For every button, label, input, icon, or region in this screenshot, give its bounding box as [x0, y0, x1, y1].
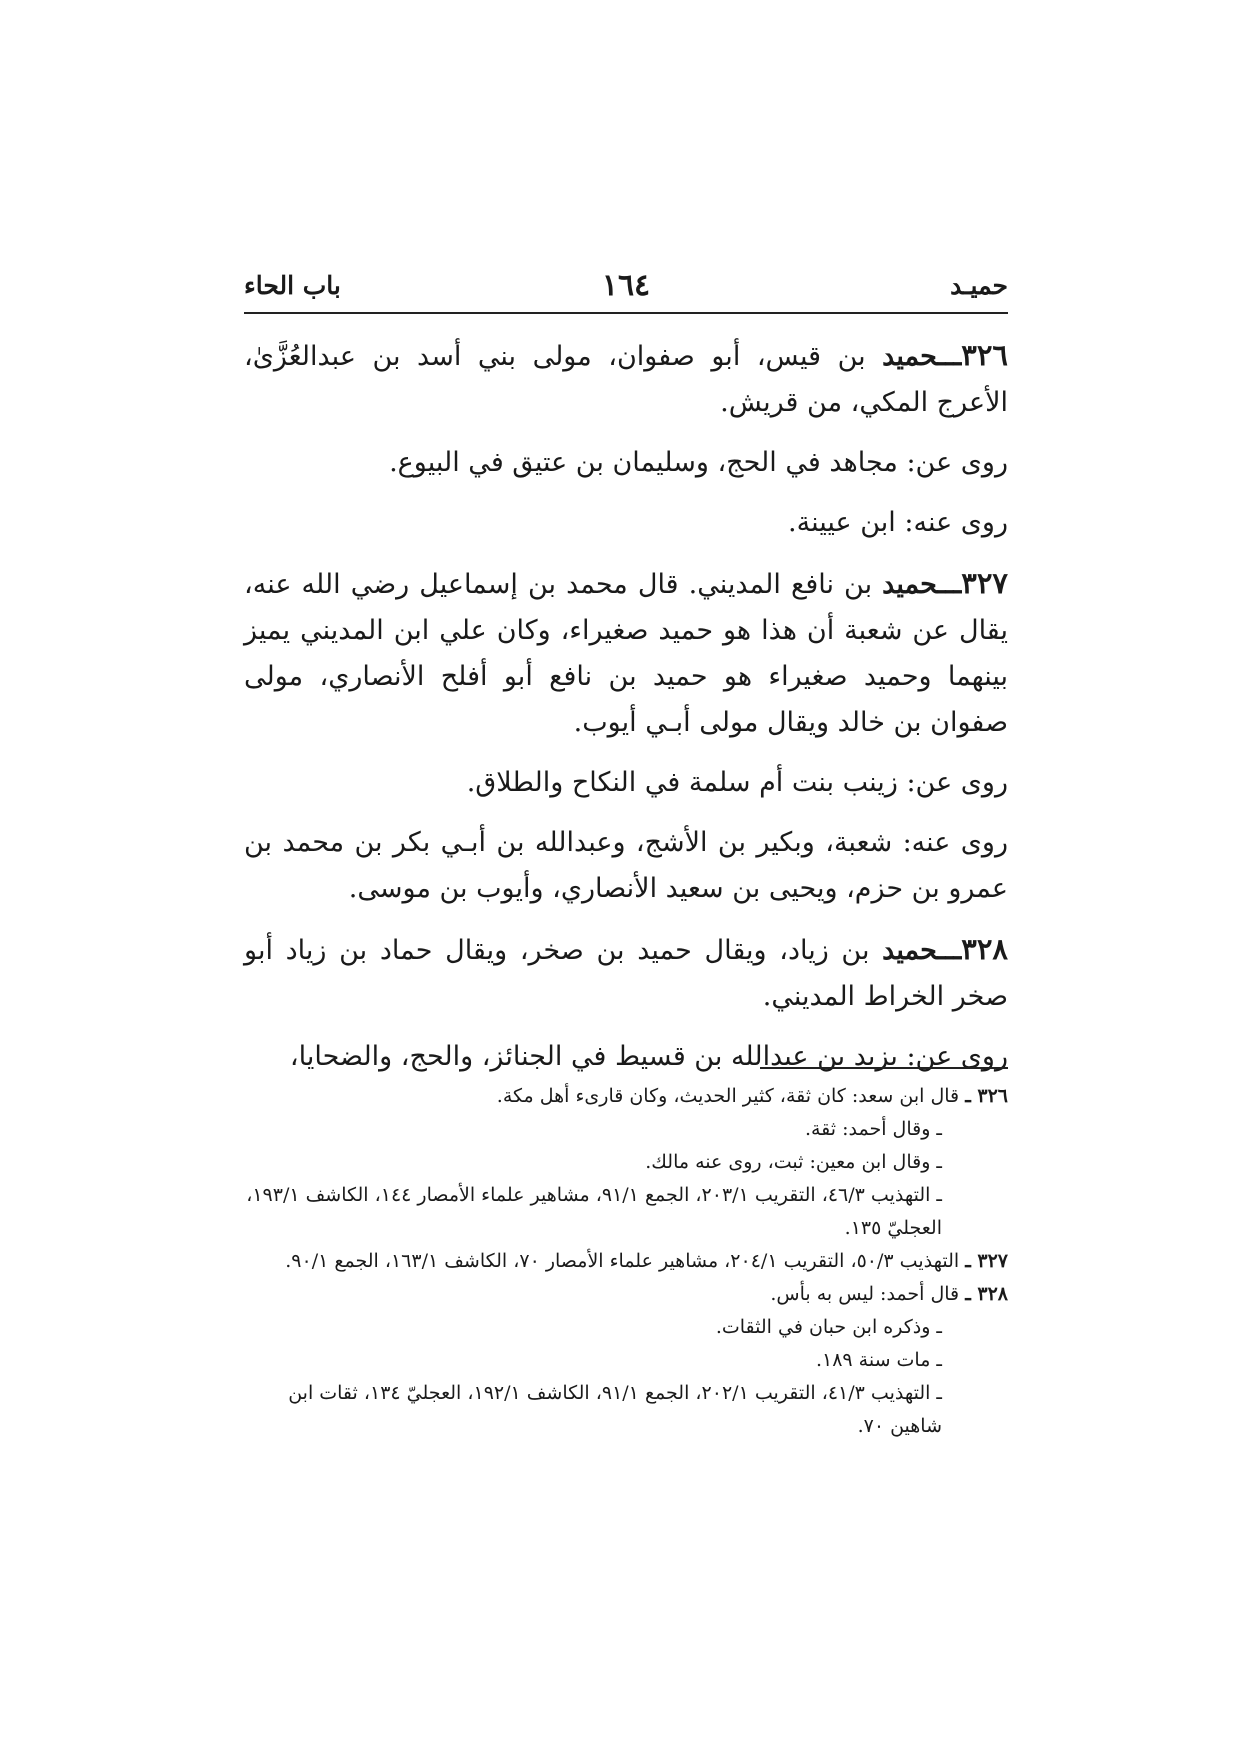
entry-text: بن قيس، أبو صفوان، مولى بني أسد بن عبدالعُزَّىٰ، الأعرج المكي، من قريش.	[244, 341, 1008, 418]
footnote-line	[244, 1113, 1008, 1146]
header-chapter-title: باب الحاء	[244, 271, 341, 300]
footnote-line	[244, 1377, 1008, 1443]
entry-name: حميد	[882, 341, 938, 372]
page-number: ١٦٤	[601, 268, 651, 303]
footnote-line	[244, 1080, 1008, 1113]
entry-name: حميد	[882, 569, 938, 600]
footnote-rule	[760, 1067, 1008, 1069]
footnote-line	[244, 1311, 1008, 1344]
entry-327	[244, 560, 1008, 746]
footnote-text: قال أحمد: ليس به بأس.	[770, 1283, 966, 1305]
entry-name: حميد	[882, 935, 938, 966]
footnote-number: ٣٢٨ ـ	[965, 1283, 1008, 1305]
footnote-text: ـ وقال ابن معين: ثبت، روى عنه مالك.	[645, 1151, 942, 1173]
narrated-from: روى عن: يزيد بن عبدالله بن قسيط في الجنائز، والحج، والضحايا،	[289, 1041, 1008, 1072]
narrated-from: روى عن: مجاهد في الحج، وسليمان بن عتيق في البيوع.	[389, 447, 1008, 478]
footnote-number: ٣٢٧ ـ	[965, 1250, 1008, 1272]
footnote-text: ـ التهذيب ٤١/٣، التقريب ٢٠٢/١، الجمع ٩١/١، الكاشف ١٩٢/١، العجليّ ١٣٤، ثقات ابن شاهين ٧٠.	[288, 1382, 942, 1437]
entry-text: بن زياد، ويقال حميد بن صخر، ويقال حماد بن زياد أبو صخر الخراط المديني.	[244, 935, 1008, 1012]
entry-text: بن نافع المديني. قال محمد بن إسماعيل رضي الله عنه، يقال عن شعبة أن هذا هو حميد صغيراء، وكان علي ابن المديني يميز بينهما وحميد صغيراء هو حميد بن نافع أبو أفلح الأنصاري، مولى صفوان بن خالد ويقال مولى أبـي أيوب.	[244, 569, 1008, 738]
footnote-text: ـ التهذيب ٤٦/٣، التقريب ٢٠٣/١، الجمع ٩١/١، مشاهير علماء الأمصار ١٤٤، الكاشف ١٩٣/١، العجليّ ١٣٥.	[246, 1184, 942, 1239]
footnote-text: ـ وقال أحمد: ثقة.	[804, 1118, 942, 1140]
narrated-by: روى عنه: شعبة، وبكير بن الأشج، وعبدالله بن أبـي بكر بن محمد بن عمرو بن حزم، ويحيى بن سعيد الأنصاري، وأيوب بن موسى.	[244, 827, 1008, 904]
entry-dash: ـــ	[937, 935, 962, 966]
entry-number: ٣٢٧	[961, 566, 1008, 600]
entry-number: ٣٢٨	[961, 932, 1008, 966]
entry-328	[244, 926, 1008, 1020]
footnote-line	[244, 1179, 1008, 1245]
footnote-line	[244, 1344, 1008, 1377]
narrated-from: روى عن: زينب بنت أم سلمة في النكاح والطلاق.	[466, 767, 1008, 798]
entry-dash: ـــ	[937, 569, 962, 600]
footnote-line	[244, 1146, 1008, 1179]
narrated-by: روى عنه: ابن عيينة.	[788, 507, 1008, 538]
main-text	[244, 332, 1008, 1094]
footnote-text: التهذيب ٥٠/٣، التقريب ٢٠٤/١، مشاهير علماء الأمصار ٧٠، الكاشف ١٦٣/١، الجمع ٩٠/١.	[285, 1250, 966, 1272]
header-entry-word: حميـد	[950, 271, 1008, 300]
footnote-number: ٣٢٦ ـ	[965, 1085, 1008, 1107]
running-header	[244, 266, 1008, 312]
footnote-text: ـ مات سنة ١٨٩.	[815, 1349, 942, 1371]
entry-dash: ـــ	[937, 341, 962, 372]
footnote-line	[244, 1278, 1008, 1311]
footnote-line	[244, 1245, 1008, 1278]
footnote-text: ـ وذكره ابن حبان في الثقات.	[715, 1316, 942, 1338]
header-rule	[244, 312, 1008, 314]
footnote-text: قال ابن سعد: كان ثقة، كثير الحديث، وكان قارىء أهل مكة.	[496, 1085, 966, 1107]
entry-number: ٣٢٦	[961, 338, 1008, 372]
entry-326	[244, 332, 1008, 426]
footnotes	[244, 1080, 1008, 1443]
